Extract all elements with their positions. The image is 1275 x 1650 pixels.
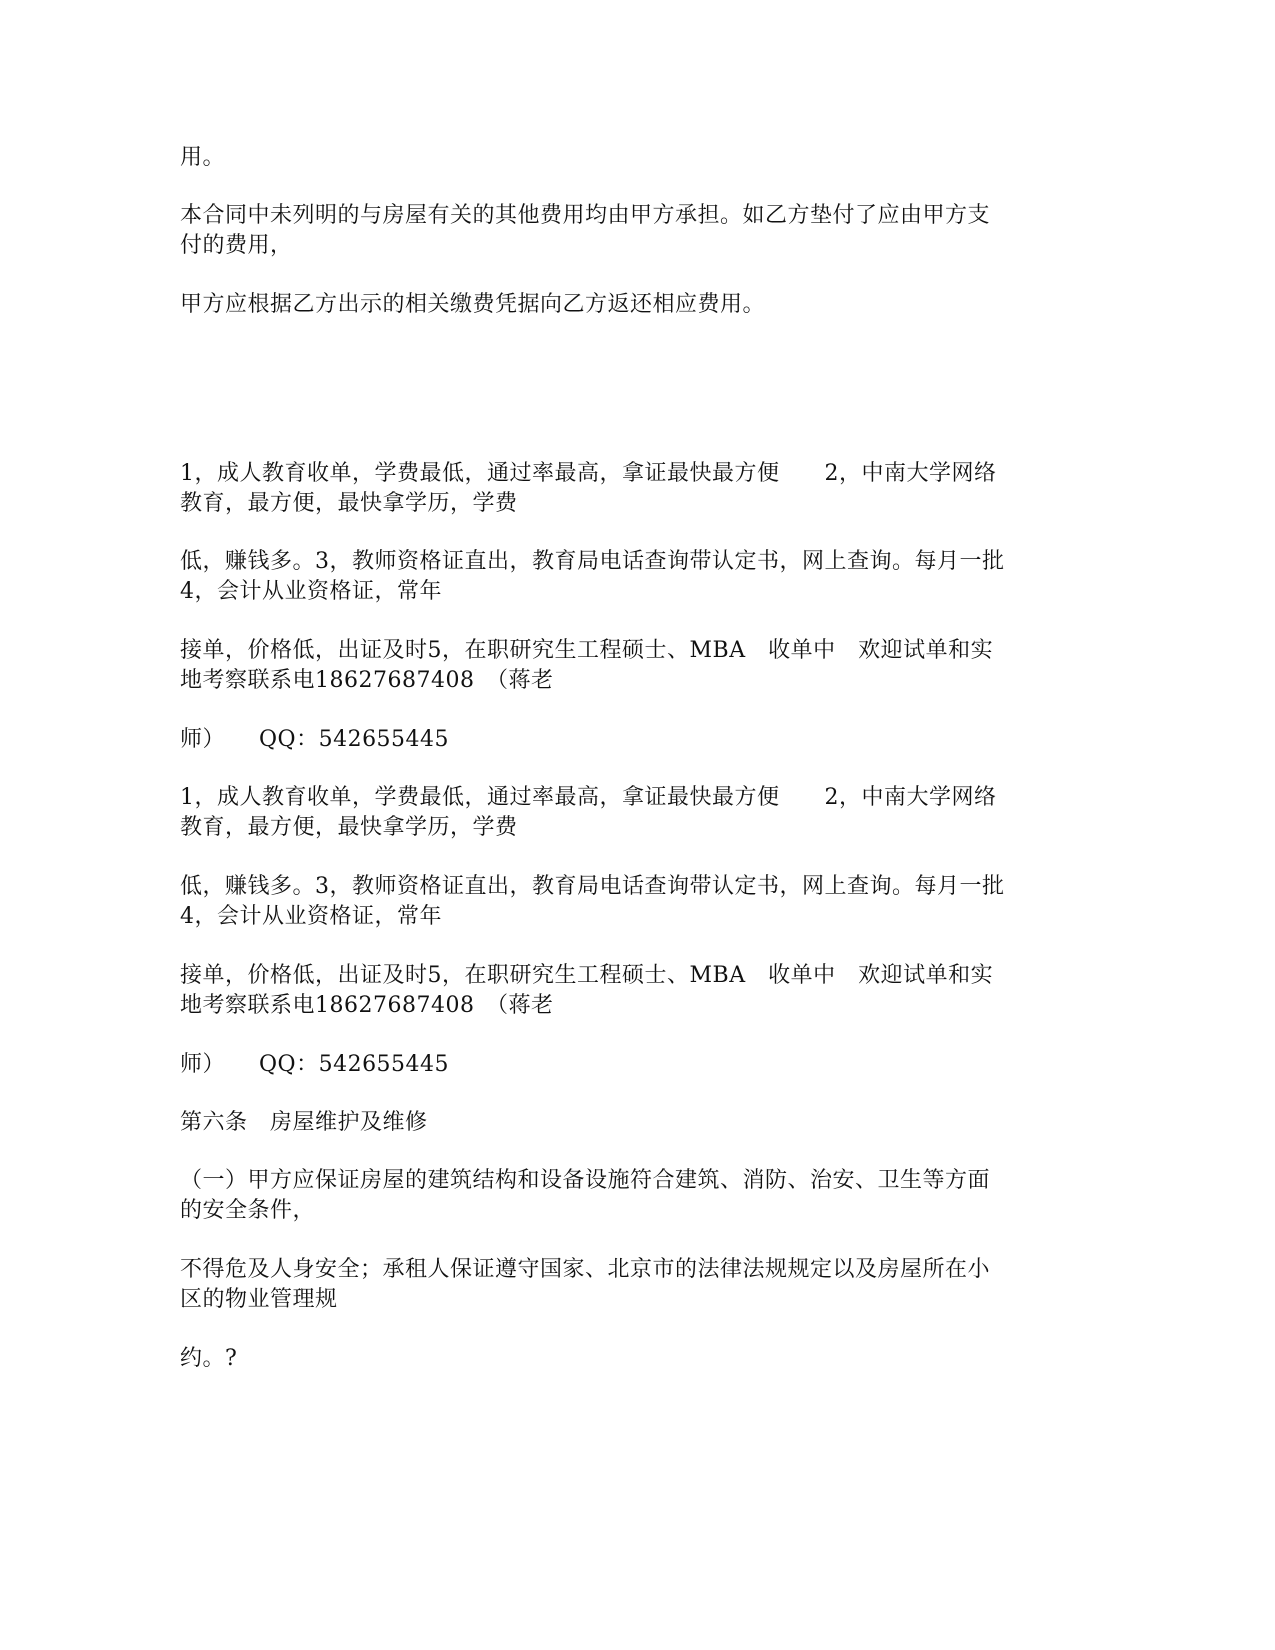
section-heading: 第六条 房屋维护及维修 (180, 1110, 428, 1135)
text-line: 4，会计从业资格证，常年 (180, 579, 442, 604)
text-line: 教育，最方便，最快拿学历，学费 (180, 491, 518, 516)
text-line: 1，成人教育收单，学费最低，通过率最高，拿证最快最方便 2，中南大学网络 (180, 461, 997, 486)
text-line: 的安全条件， (180, 1198, 316, 1223)
text-line: （一）甲方应保证房屋的建筑结构和设备设施符合建筑、消防、治安、卫生等方面 (180, 1168, 991, 1193)
text-line: 低，赚钱多。3，教师资格证直出，教育局电话查询带认定书，网上查询。每月一批 (180, 874, 1005, 899)
text-line: 1，成人教育收单，学费最低，通过率最高，拿证最快最方便 2，中南大学网络 (180, 785, 997, 810)
text-line: 教育，最方便，最快拿学历，学费 (180, 815, 518, 840)
text-line: 不得危及人身安全；承租人保证遵守国家、北京市的法律法规规定以及房屋所在小 (180, 1257, 991, 1282)
text-line: 本合同中未列明的与房屋有关的其他费用均由甲方承担。如乙方垫付了应由甲方支 (180, 203, 991, 228)
text-line: 接单，价格低，出证及时5，在职研究生工程硕士、MBA 收单中 欢迎试单和实 (180, 963, 994, 988)
text-line: 师） QQ：542655445 (180, 1052, 450, 1077)
text-line: 4，会计从业资格证，常年 (180, 904, 442, 929)
text-line: 用。 (180, 145, 226, 170)
text-line: 地考察联系电18627687408 （蒋老 (180, 993, 554, 1018)
text-line: 区的物业管理规 (180, 1287, 338, 1312)
text-line: 低，赚钱多。3，教师资格证直出，教育局电话查询带认定书，网上查询。每月一批 (180, 549, 1005, 574)
text-line: 接单，价格低，出证及时5，在职研究生工程硕士、MBA 收单中 欢迎试单和实 (180, 638, 994, 663)
text-line: 约。? (180, 1346, 238, 1371)
text-line: 师） QQ：542655445 (180, 727, 450, 752)
text-line: 地考察联系电18627687408 （蒋老 (180, 668, 554, 693)
text-line: 付的费用， (180, 233, 293, 258)
text-line: 甲方应根据乙方出示的相关缴费凭据向乙方返还相应费用。 (180, 292, 766, 317)
